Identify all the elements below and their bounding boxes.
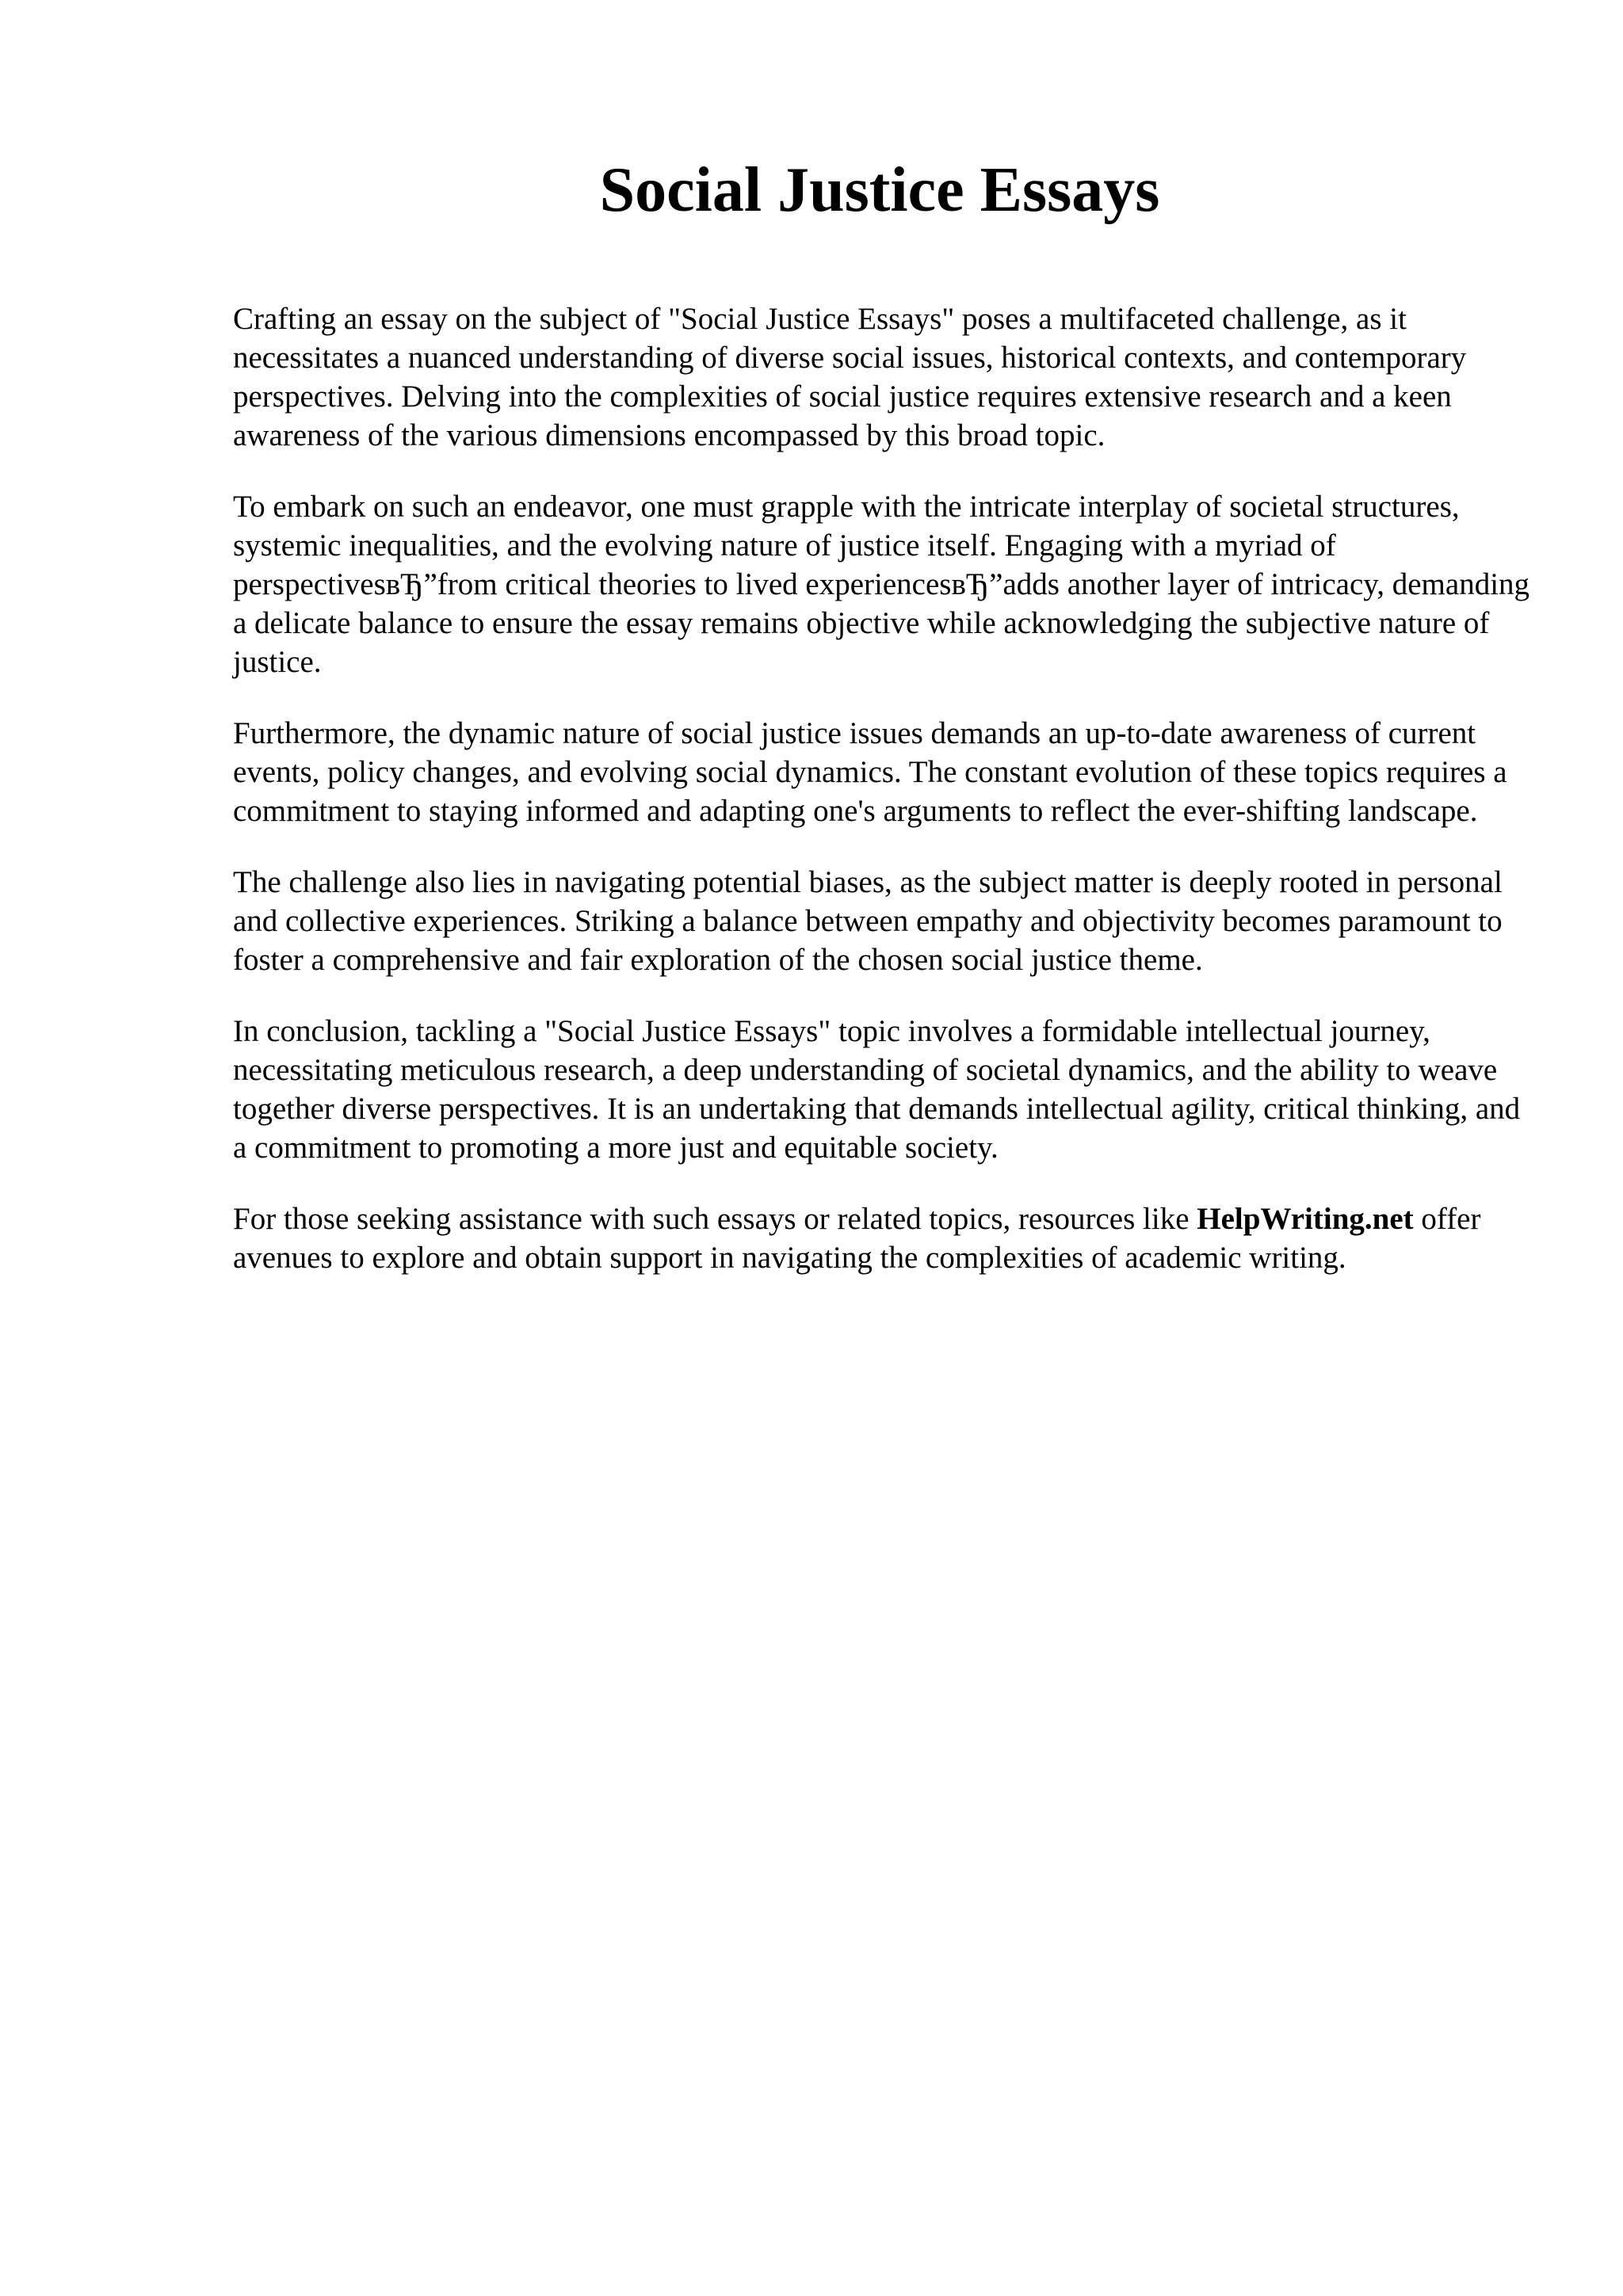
document-title: Social Justice Essays (599, 155, 1160, 225)
brand-name: HelpWriting.net (1197, 1202, 1414, 1236)
document-body (233, 299, 1533, 1310)
paragraph-1: Crafting an essay on the subject of "Social Justice Essays" poses a multifaceted challenge, as it necessitates a nuanced understanding of diverse social issues, historical contexts, and contemporary perspectives. Delving into the complexities of social justice requires extensive research and a keen awareness of the various dimensions encompassed by this broad topic. (233, 302, 1467, 452)
paragraph-4: The challenge also lies in navigating potential biases, as the subject matter is deeply rooted in personal and collective experiences. Striking a balance between empathy and objectivity becomes paramount to foster a comprehensive and fair exploration of the chosen social justice theme. (233, 865, 1503, 977)
paragraph-3: Furthermore, the dynamic nature of social justice issues demands an up-to-date awareness of current events, policy changes, and evolving social dynamics. The constant evolution of these topics requires a commitment to staying informed and adapting one's arguments to reflect the ever-shifting landscape. (233, 716, 1507, 828)
closing-text-before: For those seeking assistance with such essays or related topics, resources like (233, 1202, 1197, 1236)
paragraph-2: To embark on such an endeavor, one must grapple with the intricate interplay of societal structures, systemic inequalities, and the evolving nature of justice itself. Engaging with a myriad of perspectivesвЂ”from critical theories to lived experiencesвЂ”adds another layer of intricacy, demanding a delicate balance to ensure the essay remains objective while acknowledging the subjective nature of justice. (233, 490, 1530, 679)
closing-text-after: offer avenues to explore and obtain support in navigating the complexities of academic writing. (233, 1202, 1481, 1275)
paragraph-closing (233, 1199, 1533, 1277)
paragraph-5: In conclusion, tackling a "Social Justice Essays" topic involves a formidable intellectual journey, necessitating meticulous research, a deep understanding of societal dynamics, and the ability to weave together diverse perspectives. It is an undertaking that demands intellectual agility, critical thinking, and a commitment to promoting a more just and equitable society. (233, 1014, 1521, 1165)
